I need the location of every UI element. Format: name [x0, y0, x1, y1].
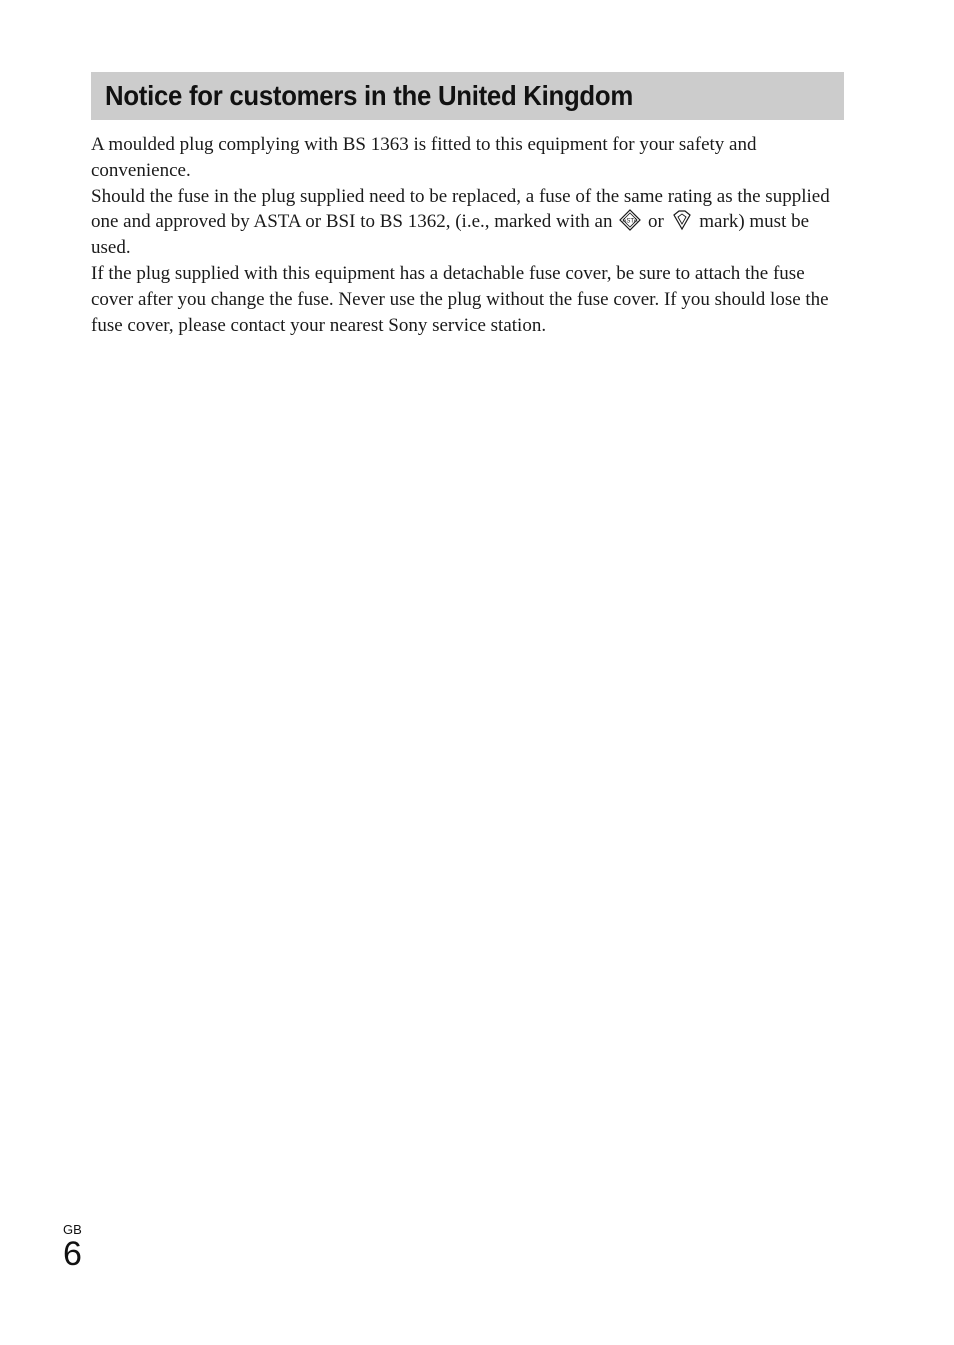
asta-diamond-icon — [619, 209, 641, 231]
fuse-text-end: mark) must be used. — [91, 211, 810, 259]
paragraph-fuse-replacement — [91, 184, 841, 261]
paragraph-fuse-cover: If the plug supplied with this equipment has a detachable fuse cover, be sure to attach the fuse cover after you change the fuse. Never use the plug without the fuse cover. If you should lose the fuse cover, please contact your nearest Sony service station. — [91, 262, 829, 336]
page-number: 6 — [63, 1235, 82, 1273]
bsi-kitemark-icon — [671, 209, 693, 231]
page-footer — [63, 1222, 82, 1272]
fuse-text-start: Should the fuse in the plug supplied need to be replaced, a fuse of the same rating as the supplied one and approved by ASTA or BSI to BS 1362, (i.e., marked with an — [91, 185, 830, 233]
paragraph-moulded-plug: A moulded plug complying with BS 1363 is fitted to this equipment for your safety and convenience. — [91, 134, 757, 181]
page-title: Notice for customers in the United Kingdom — [105, 80, 633, 111]
fuse-text-or: or — [647, 211, 664, 233]
section-heading-bar — [91, 72, 844, 120]
page-region-label: GB — [63, 1222, 82, 1237]
svg-text:ASTA: ASTA — [622, 218, 638, 225]
notice-body — [91, 132, 841, 338]
